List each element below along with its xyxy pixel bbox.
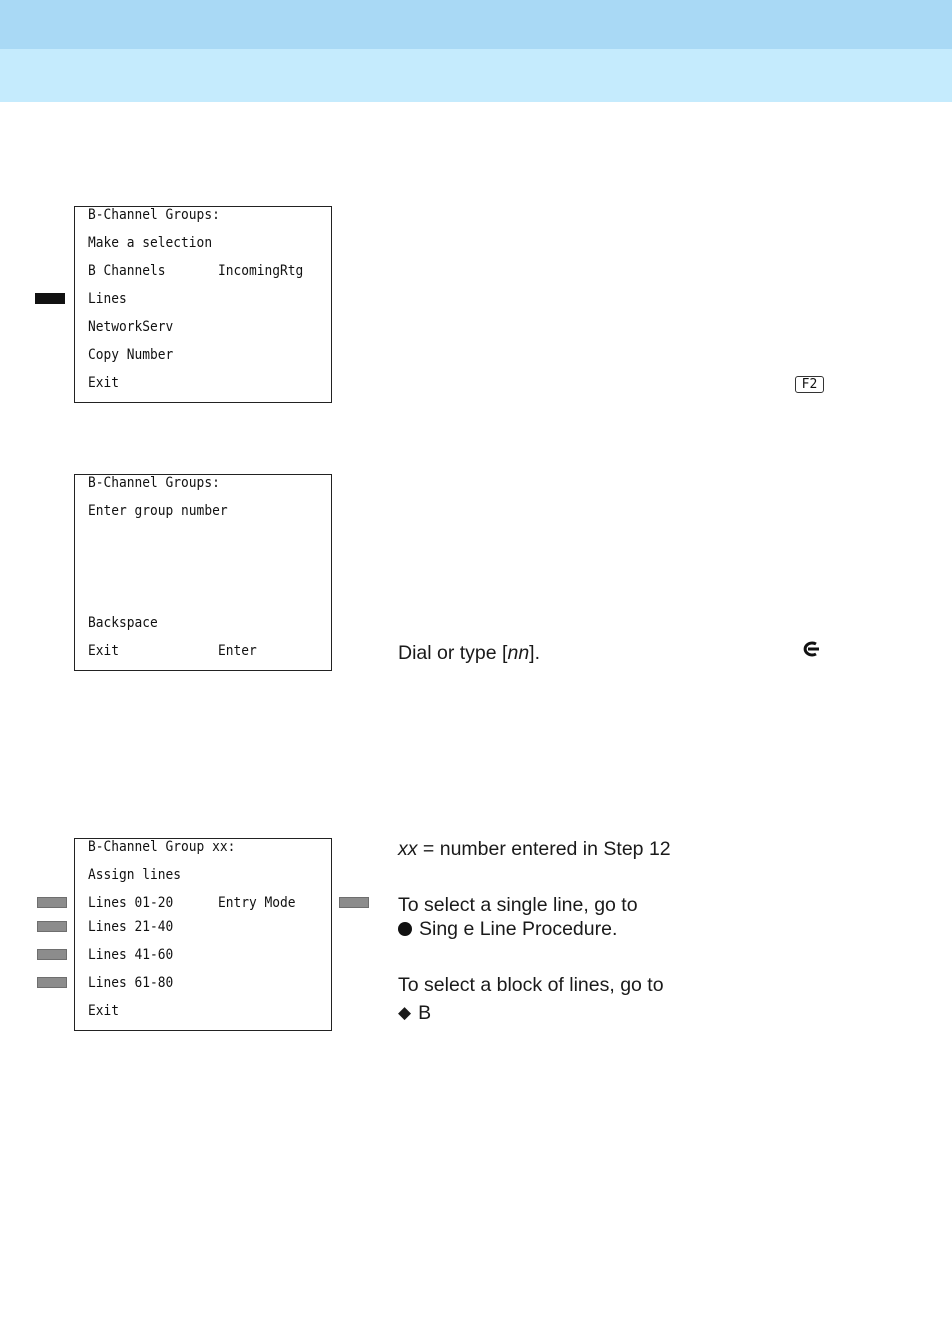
- lines-21-40-button-icon[interactable]: [37, 921, 67, 932]
- xx-note-text: = number entered in Step 12: [417, 838, 671, 860]
- option-copy-number[interactable]: Copy Number: [88, 347, 174, 363]
- option-exit[interactable]: Exit: [88, 1003, 120, 1019]
- option-network-serv[interactable]: NetworkServ: [88, 319, 174, 335]
- option-lines[interactable]: Lines: [88, 291, 127, 307]
- option-entry-mode[interactable]: Entry Mode: [218, 895, 296, 911]
- option-lines-21-40[interactable]: Lines 21-40: [88, 919, 174, 935]
- header-band-top: [0, 0, 952, 49]
- single-line-reference[interactable]: [398, 917, 617, 941]
- f2-key-icon: F2: [795, 376, 824, 393]
- option-incoming-rtg[interactable]: IncomingRtg: [218, 263, 304, 279]
- entry-mode-button-icon[interactable]: [339, 897, 369, 908]
- block-link[interactable]: B: [418, 1002, 432, 1024]
- lines-01-20-button-icon[interactable]: [37, 897, 67, 908]
- dial-suffix: ].: [529, 642, 541, 664]
- block-lines-intro: To select a block of lines, go to: [398, 974, 664, 996]
- return-hook-icon: [801, 640, 821, 658]
- block-lines-reference[interactable]: [398, 1001, 431, 1025]
- xx-note: [398, 837, 671, 861]
- lines-selected-button-icon[interactable]: [35, 293, 65, 304]
- option-enter[interactable]: Enter: [218, 643, 257, 659]
- display-screen-assign-lines: [74, 838, 332, 1031]
- option-lines-61-80[interactable]: Lines 61-80: [88, 975, 174, 991]
- option-b-channels[interactable]: B Channels: [88, 263, 166, 279]
- lines-61-80-button-icon[interactable]: [37, 977, 67, 988]
- black-circle-bullet-icon: [398, 922, 412, 936]
- black-diamond-bullet-icon: ◆: [398, 1003, 412, 1022]
- option-lines-01-20[interactable]: Lines 01-20: [88, 895, 174, 911]
- header-band-bottom: [0, 49, 952, 102]
- option-exit[interactable]: Exit: [88, 643, 120, 659]
- screen-prompt: Assign lines: [88, 867, 182, 883]
- display-screen-enter-group-number: [74, 474, 332, 671]
- screen-prompt: Enter group number: [88, 503, 228, 519]
- display-screen-b-channel-groups-menu: [74, 206, 332, 403]
- single-line-intro: To select a single line, go to: [398, 894, 638, 916]
- lines-41-60-button-icon[interactable]: [37, 949, 67, 960]
- dial-instruction: [398, 641, 540, 665]
- option-exit[interactable]: Exit: [88, 375, 120, 391]
- option-backspace[interactable]: Backspace: [88, 615, 158, 631]
- screen-title: B-Channel Groups:: [88, 207, 220, 223]
- xx-variable: xx: [398, 838, 418, 860]
- option-lines-41-60[interactable]: Lines 41-60: [88, 947, 174, 963]
- screen-title: B-Channel Group xx:: [88, 839, 236, 855]
- screen-prompt: Make a selection: [88, 235, 213, 251]
- single-line-link[interactable]: Sing e Line Procedure.: [419, 918, 618, 940]
- screen-title: B-Channel Groups:: [88, 475, 220, 491]
- dial-variable: nn: [507, 642, 530, 664]
- dial-prefix: Dial or type [: [398, 642, 508, 664]
